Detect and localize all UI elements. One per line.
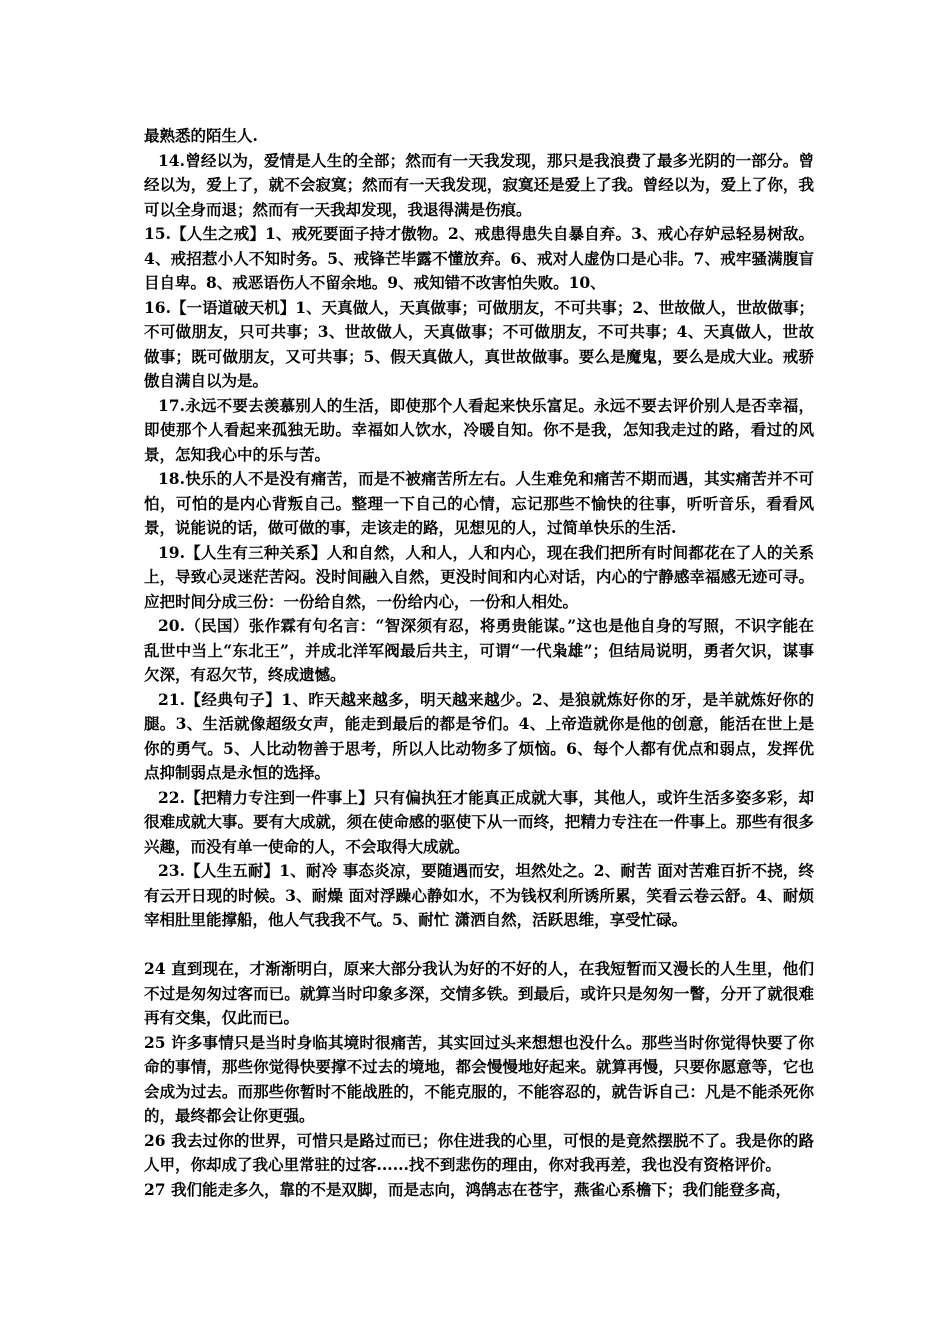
paragraph-17: 17.永远不要去羡慕别人的生活，即使那个人看起来快乐富足。永远不要去评价别人是否幸福，即使那个人看起来孤独无助。幸福如人饮水，冷暖自知。你不是我，怎知我走过的路，看过的风景，怎知我心中的乐与苦。 — [144, 395, 814, 464]
document-page — [144, 124, 814, 1202]
paragraph-23: 23.【人生五耐】1、耐冷 事态炎凉，要随遇而安，坦然处之。2、耐苦 面对苦难百折不挠，终有云开日现的时候。3、耐燥 面对浮躁心静如水，不为钱权利所诱所累，笑看云卷云舒。4、耐烦 宰相肚里能撑船，他人气我我不气。5、耐忙 潇洒自然，活跃思维，享受忙碌。 — [144, 861, 814, 929]
paragraph-continuation: 最熟悉的陌生人. — [144, 126, 258, 145]
paragraph-14: 14.曾经以为，爱情是人生的全部；然而有一天我发现，那只是我浪费了最多光阴的一部分。曾经以为，爱上了，就不会寂寞；然而有一天我发现，寂寞还是爱上了我。曾经以为，爱上了你，我可以全身而退；然而有一天我却发现，我退得满是伤痕。 — [144, 150, 814, 219]
paragraph-15: 15.【人生之戒】1、戒死要面子持才傲物。2、戒患得患失自暴自弃。3、戒心存妒忌轻易树敌。4、戒招惹小人不知时务。5、戒锋芒毕露不懂放弃。6、戒对人虚伪口是心非。7、戒牢骚满腹盲目自卑。8、戒恶语伤人不留余地。9、戒知错不改害怕失败。10、 — [144, 224, 814, 292]
paragraph-26: 26 我去过你的世界，可惜只是路过而已；你住进我的心里，可恨的是竟然摆脱不了。我是你的路人甲，你却成了我心里常驻的过客......找不到悲伤的理由，你对我再差，我也没有资格评价。 — [144, 1130, 814, 1174]
paragraph-20: 20.（民国）张作霖有句名言：“智深须有忍，将勇贵能谋。”这也是他自身的写照，不识字能在乱世中当上“东北王”，并成北洋军阀最后共主，可谓“一代枭雄”；但结局说明，勇者欠识，谋事欠深，有忍欠节，终成遗憾。 — [144, 616, 814, 684]
paragraph-27: 27 我们能走多久，靠的不是双脚，而是志向，鸿鹄志在苍宇，燕雀心系檐下；我们能登多高， — [144, 1179, 791, 1199]
paragraph-21: 21.【经典句子】1、昨天越来越多，明天越来越少。2、是狼就炼好你的牙，是羊就炼好你的腿。3、生活就像超级女声，能走到最后的都是爷们。4、上帝造就你是他的创意，能活在世上是你的勇气。5、人比动物善于思考，所以人比动物多了烦恼。6、每个人都有优点和弱点，发挥优点抑制弱点是永恒的选择。 — [144, 689, 814, 782]
blank-line — [144, 933, 814, 958]
paragraph-18: 18.快乐的人不是没有痛苦，而是不被痛苦所左右。人生难免和痛苦不期而遇，其实痛苦并不可怕，可怕的是内心背叛自己。整理一下自己的心情，忘记那些不愉快的往事，听听音乐，看看风景，说能说的话，做可做的事，走该走的路，见想见的人，过简单快乐的生活. — [144, 469, 814, 537]
paragraph-25: 25 许多事情只是当时身临其境时很痛苦，其实回过头来想想也没什么。那些当时你觉得快要了你命的事情，那些你觉得快要撑不过去的境地，都会慢慢地好起来。就算再慢，只要你愿意等，它也会成为过去。而那些你暂时不能战胜的，不能克服的，不能容忍的，就告诉自己：凡是不能杀死你的，最终都会让你更强。 — [144, 1032, 814, 1125]
paragraph-16: 16.【一语道破天机】1、天真做人，天真做事；可做朋友，不可共事；2、世故做人，世故做事；不可做朋友，只可共事；3、世故做人，天真做事；不可做朋友，不可共事；4、天真做人，世故做事；既可做朋友，又可共事；5、假天真做人，真世故做事。要么是魔鬼，要么是成大业。戒骄傲自满自以为是。 — [144, 297, 814, 390]
paragraph-22: 22.【把精力专注到一件事上】只有偏执狂才能真正成就大事，其他人，或许生活多姿多彩，却很难成就大事。要有大成就，须在使命感的驱使下从一而终，把精力专注在一件事上。那些有很多兴趣，而没有单一使命的人，不会取得大成就。 — [144, 787, 814, 856]
paragraph-19: 19.【人生有三种关系】人和自然，人和人，人和内心，现在我们把所有时间都花在了人的关系上，导致心灵迷茫苦闷。没时间融入自然，更没时间和内心对话，内心的宁静感幸福感无迹可寻。应把时间分成三份：一份给自然，一份给内心，一份和人相处。 — [144, 542, 814, 611]
paragraph-24: 24 直到现在，才渐渐明白，原来大部分我认为好的不好的人，在我短暂而又漫长的人生里，他们不过是匆匆过客而已。就算当时印象多深，交情多铁。到最后，或许只是匆匆一瞥，分开了就很难再有交集，仅此而已。 — [144, 959, 814, 1027]
